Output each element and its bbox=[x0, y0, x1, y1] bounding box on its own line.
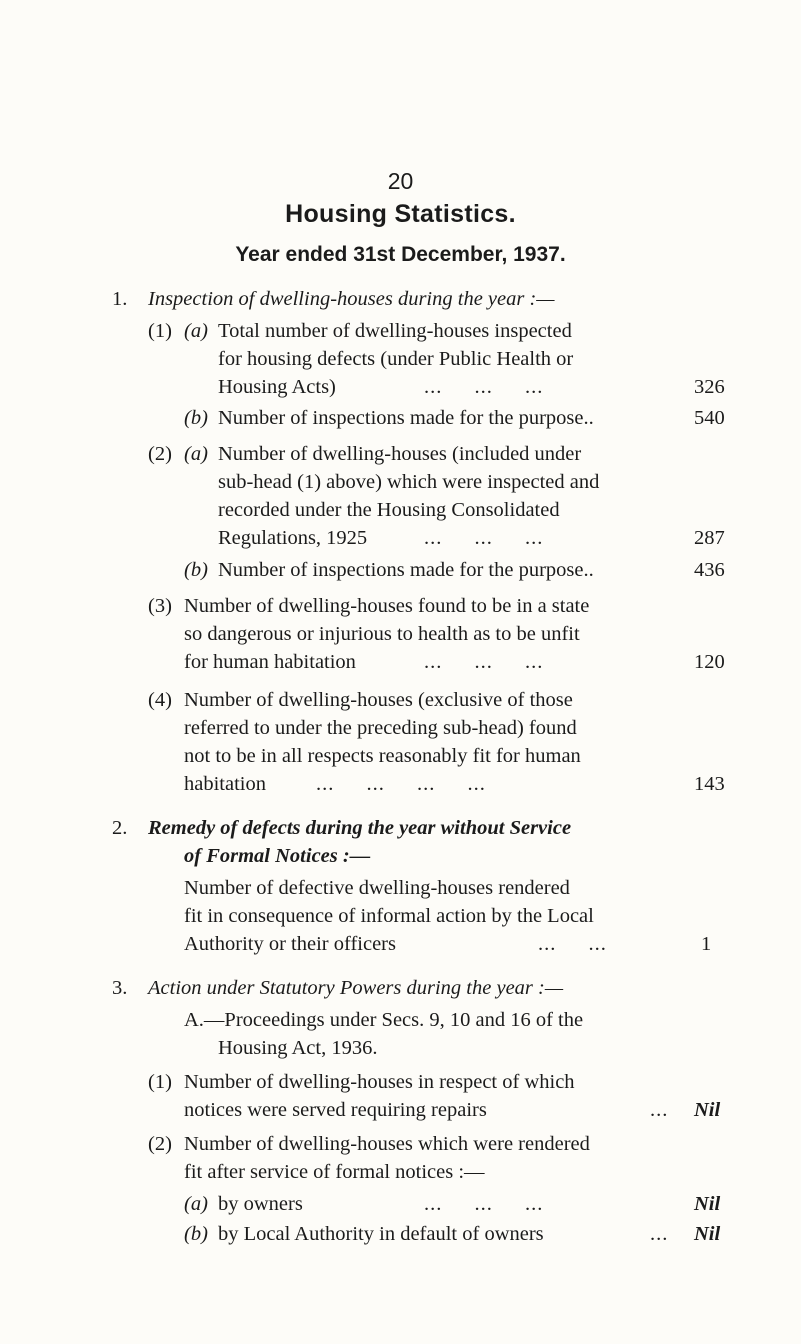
dot-leader: ... ... ... bbox=[424, 376, 544, 398]
section-2-line: Number of defective dwelling-houses rendered bbox=[184, 877, 570, 899]
item-4-value: 143 bbox=[694, 773, 725, 795]
item-3-2a-sublabel: (a) bbox=[184, 1193, 208, 1215]
section-2-line: fit in consequence of informal action by the Local bbox=[184, 905, 594, 927]
item-3-value: 120 bbox=[694, 651, 725, 673]
item-3-2b-value: Nil bbox=[694, 1223, 721, 1245]
item-3-2-line: Number of dwelling-houses which were rendered bbox=[184, 1133, 590, 1155]
section-3-subsection: Housing Act, 1936. bbox=[218, 1037, 378, 1059]
item-2a-line: Number of dwelling-houses (included under bbox=[218, 443, 582, 465]
dot-leader: ... ... ... bbox=[424, 527, 544, 549]
item-4-line: referred to under the preceding sub-head) found bbox=[184, 717, 577, 739]
section-2-heading: of Formal Notices :— bbox=[184, 845, 371, 867]
item-1-label: (1) bbox=[148, 320, 172, 342]
item-4-line: habitation bbox=[184, 773, 266, 795]
item-3-label: (3) bbox=[148, 595, 172, 617]
section-3-heading: Action under Statutory Powers during the year :— bbox=[148, 977, 564, 999]
item-2a-line: sub-head (1) above) which were inspected and bbox=[218, 471, 600, 493]
section-1-heading: Inspection of dwelling-houses during the year :— bbox=[148, 288, 555, 310]
dot-leader: ... ... bbox=[538, 933, 607, 955]
item-2b-line: Number of inspections made for the purpose.. bbox=[218, 559, 594, 581]
dot-leader: ... bbox=[650, 1223, 669, 1245]
item-3-2-line: fit after service of formal notices :— bbox=[184, 1161, 485, 1183]
item-1a-line: Housing Acts) bbox=[218, 376, 336, 398]
item-3-line: Number of dwelling-houses found to be in a state bbox=[184, 595, 590, 617]
item-1b-line: Number of inspections made for the purpose.. bbox=[218, 407, 594, 429]
item-3-1-line: notices were served requiring repairs bbox=[184, 1099, 487, 1121]
section-2-number: 2. bbox=[112, 817, 128, 839]
item-1a-line: Total number of dwelling-houses inspected bbox=[218, 320, 572, 342]
item-2a-value: 287 bbox=[694, 527, 725, 549]
item-3-2a-value: Nil bbox=[694, 1193, 721, 1215]
section-2-line: Authority or their officers bbox=[184, 933, 396, 955]
item-1b-value: 540 bbox=[694, 407, 725, 429]
item-2a-line: Regulations, 1925 bbox=[218, 527, 368, 549]
page-number: 20 bbox=[387, 168, 414, 194]
item-4-line: not to be in all respects reasonably fit for human bbox=[184, 745, 581, 767]
section-2-value: 1 bbox=[701, 933, 712, 955]
item-2-label: (2) bbox=[148, 443, 172, 465]
dot-leader: ... ... ... bbox=[424, 651, 544, 673]
item-2b-sublabel: (b) bbox=[184, 559, 208, 581]
item-3-line: for human habitation bbox=[184, 651, 356, 673]
item-3-2-label: (2) bbox=[148, 1133, 172, 1155]
item-3-2b-sublabel: (b) bbox=[184, 1223, 208, 1245]
item-2a-sublabel: (a) bbox=[184, 443, 208, 465]
dot-leader: ... ... ... ... bbox=[316, 773, 486, 795]
section-3-number: 3. bbox=[112, 977, 128, 999]
item-4-label: (4) bbox=[148, 689, 172, 711]
dot-leader: ... bbox=[650, 1099, 669, 1121]
item-1a-sublabel: (a) bbox=[184, 320, 208, 342]
page-subtitle: Year ended 31st December, 1937. bbox=[235, 243, 566, 266]
section-1-number: 1. bbox=[112, 288, 128, 310]
item-3-2b-line: by Local Authority in default of owners bbox=[218, 1223, 544, 1245]
item-1a-value: 326 bbox=[694, 376, 725, 398]
item-3-line: so dangerous or injurious to health as to be unfit bbox=[184, 623, 580, 645]
item-3-1-value: Nil bbox=[694, 1099, 721, 1121]
item-3-1-label: (1) bbox=[148, 1071, 172, 1093]
item-3-2a-line: by owners bbox=[218, 1193, 303, 1215]
item-1b-sublabel: (b) bbox=[184, 407, 208, 429]
page-title: Housing Statistics. bbox=[285, 200, 516, 228]
item-4-line: Number of dwelling-houses (exclusive of those bbox=[184, 689, 573, 711]
item-3-1-line: Number of dwelling-houses in respect of which bbox=[184, 1071, 575, 1093]
section-2-heading: Remedy of defects during the year without Service bbox=[148, 817, 572, 839]
item-1a-line: for housing defects (under Public Health or bbox=[218, 348, 574, 370]
dot-leader: ... ... ... bbox=[424, 1193, 544, 1215]
item-2b-value: 436 bbox=[694, 559, 725, 581]
item-2a-line: recorded under the Housing Consolidated bbox=[218, 499, 560, 521]
section-3-subsection: A.—Proceedings under Secs. 9, 10 and 16 of the bbox=[184, 1009, 584, 1031]
